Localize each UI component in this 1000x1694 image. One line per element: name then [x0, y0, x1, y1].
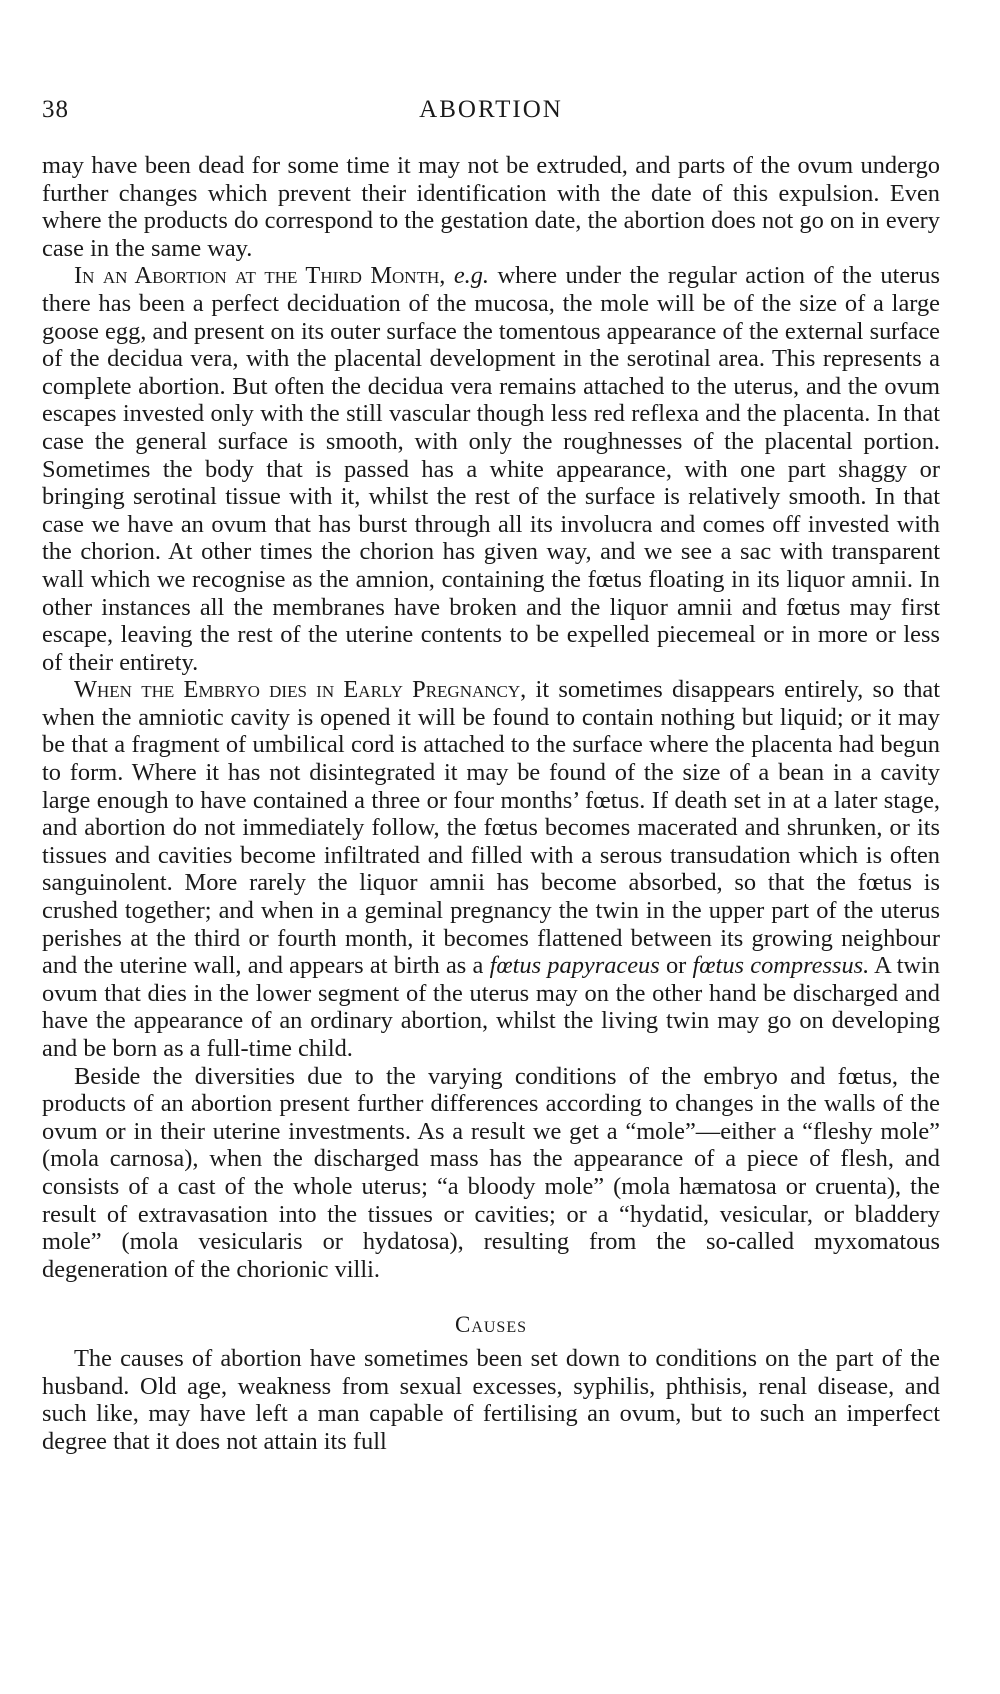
paragraph-moles: Beside the diversities due to the varying conditions of the embryo and fœtus, the products of an abortion present further differences according to changes in the walls of the ovum or in their uterine investments. As a result we get a “mole”—either a “fleshy mole” (mola carnosa), when the discharged mass has the appearance of a piece of flesh, and consists of a cast of the whole uterus; “a bloody mole” (mola hæmatosa or cruenta), the result of extravasation into the tissues or cavities; or a “hydatid, vesicular, or bladdery mole” (mola vesicularis or hydatosa), resulting from the so-called myxomatous degeneration of the chorionic villi. — [42, 1062, 940, 1283]
paragraph-embryo-dies — [42, 676, 940, 1062]
term-foetus-papyraceus: fœtus papyraceus — [489, 952, 660, 980]
term-foetus-compressus: fœtus compressus. — [692, 952, 870, 980]
paragraph-third-month — [42, 262, 940, 676]
abbreviation-eg: e.g. — [453, 262, 490, 290]
paragraph-causes: The causes of abortion have sometimes been set down to conditions on the part of the husband. Old age, weakness from sexual excesses, syphilis, phthisis, renal disease, and such like, may have left a man capable of fertilising an ovum, but to such an imperfect degree that it does not attain its full — [42, 1344, 940, 1455]
section-heading-causes: Causes — [454, 1312, 528, 1338]
run-in-heading-embryo-dies: When the Embryo dies in Early Pregnancy, — [74, 676, 527, 704]
running-title: ABORTION — [419, 96, 563, 123]
body-text — [42, 152, 940, 1455]
paragraph-embryo-dies-text-b: A twin ovum that dies in the lower segment of the uterus may on the other hand be discharged and have the appearance of an ordinary abortion, whilst the living twin may go on developing and be born as a full-time child. — [42, 952, 940, 1062]
conjunction-or: or — [659, 952, 693, 980]
run-in-heading-third-month: In an Abortion at the Third Month, — [74, 262, 446, 290]
book-page — [42, 80, 940, 1455]
page-number: 38 — [42, 96, 69, 123]
paragraph-embryo-dies-text-a: it sometimes disappears entirely, so that when the amniotic cavity is opened it will be found to contain nothing but liquid; or it may be that a fragment of umbilical cord is attached to the surface where the placenta had begun to form. Where it has not disintegrated it may be found of the size of a bean in a cavity large enough to have contained a three or four months’ fœtus. If death set in at a later stage, and abortion do not immediately follow, the fœtus becomes macerated and shrunken, or its tissues and cavities become infiltrated and filled with a serous transudation which is often sanguinolent. More rarely the liquor amnii has become absorbed, so that the fœtus is crushed together; and when in a geminal pregnancy the twin in the upper part of the uterus perishes at the third or fourth month, it becomes flattened between its growing neighbour and the uterine wall, and appears at birth as a — [42, 676, 941, 980]
paragraph-continuation: may have been dead for some time it may not be extruded, and parts of the ovum undergo further changes which prevent their identification with the date of this expulsion. Even where the products do correspond to the gestation date, the abortion does not go on in every case in the same way. — [42, 152, 940, 262]
running-head — [42, 80, 940, 123]
paragraph-third-month-text: where under the regular action of the uterus there has been a perfect deciduation of the mucosa, the mole will be of the size of a large goose egg, and present on its outer surface the tomentous appearance of the external surface of the decidua vera, with the placental development in the serotinal area. This represents a complete abortion. But often the decidua vera remains attached to the uterus, and the ovum escapes invested only with the still vascular though less red reflexa and the placenta. In that case the general surface is smooth, with only the roughnesses of the placental portion. Sometimes the body that is passed has a white appearance, with one part shaggy or bringing serotinal tissue with it, whilst the rest of the surface is relatively smooth. In that case we have an ovum that has burst through all its involucra and comes off invested with the chorion. At other times the chorion has given way, and we see a sac with transparent wall which we recognise as the amnion, containing the fœtus floating in its liquor amnii. In other instances all the membranes have broken and the liquor amnii and fœtus may first escape, leaving the rest of the uterine contents to be expelled piecemeal or in more or less of their entirety. — [42, 262, 940, 676]
